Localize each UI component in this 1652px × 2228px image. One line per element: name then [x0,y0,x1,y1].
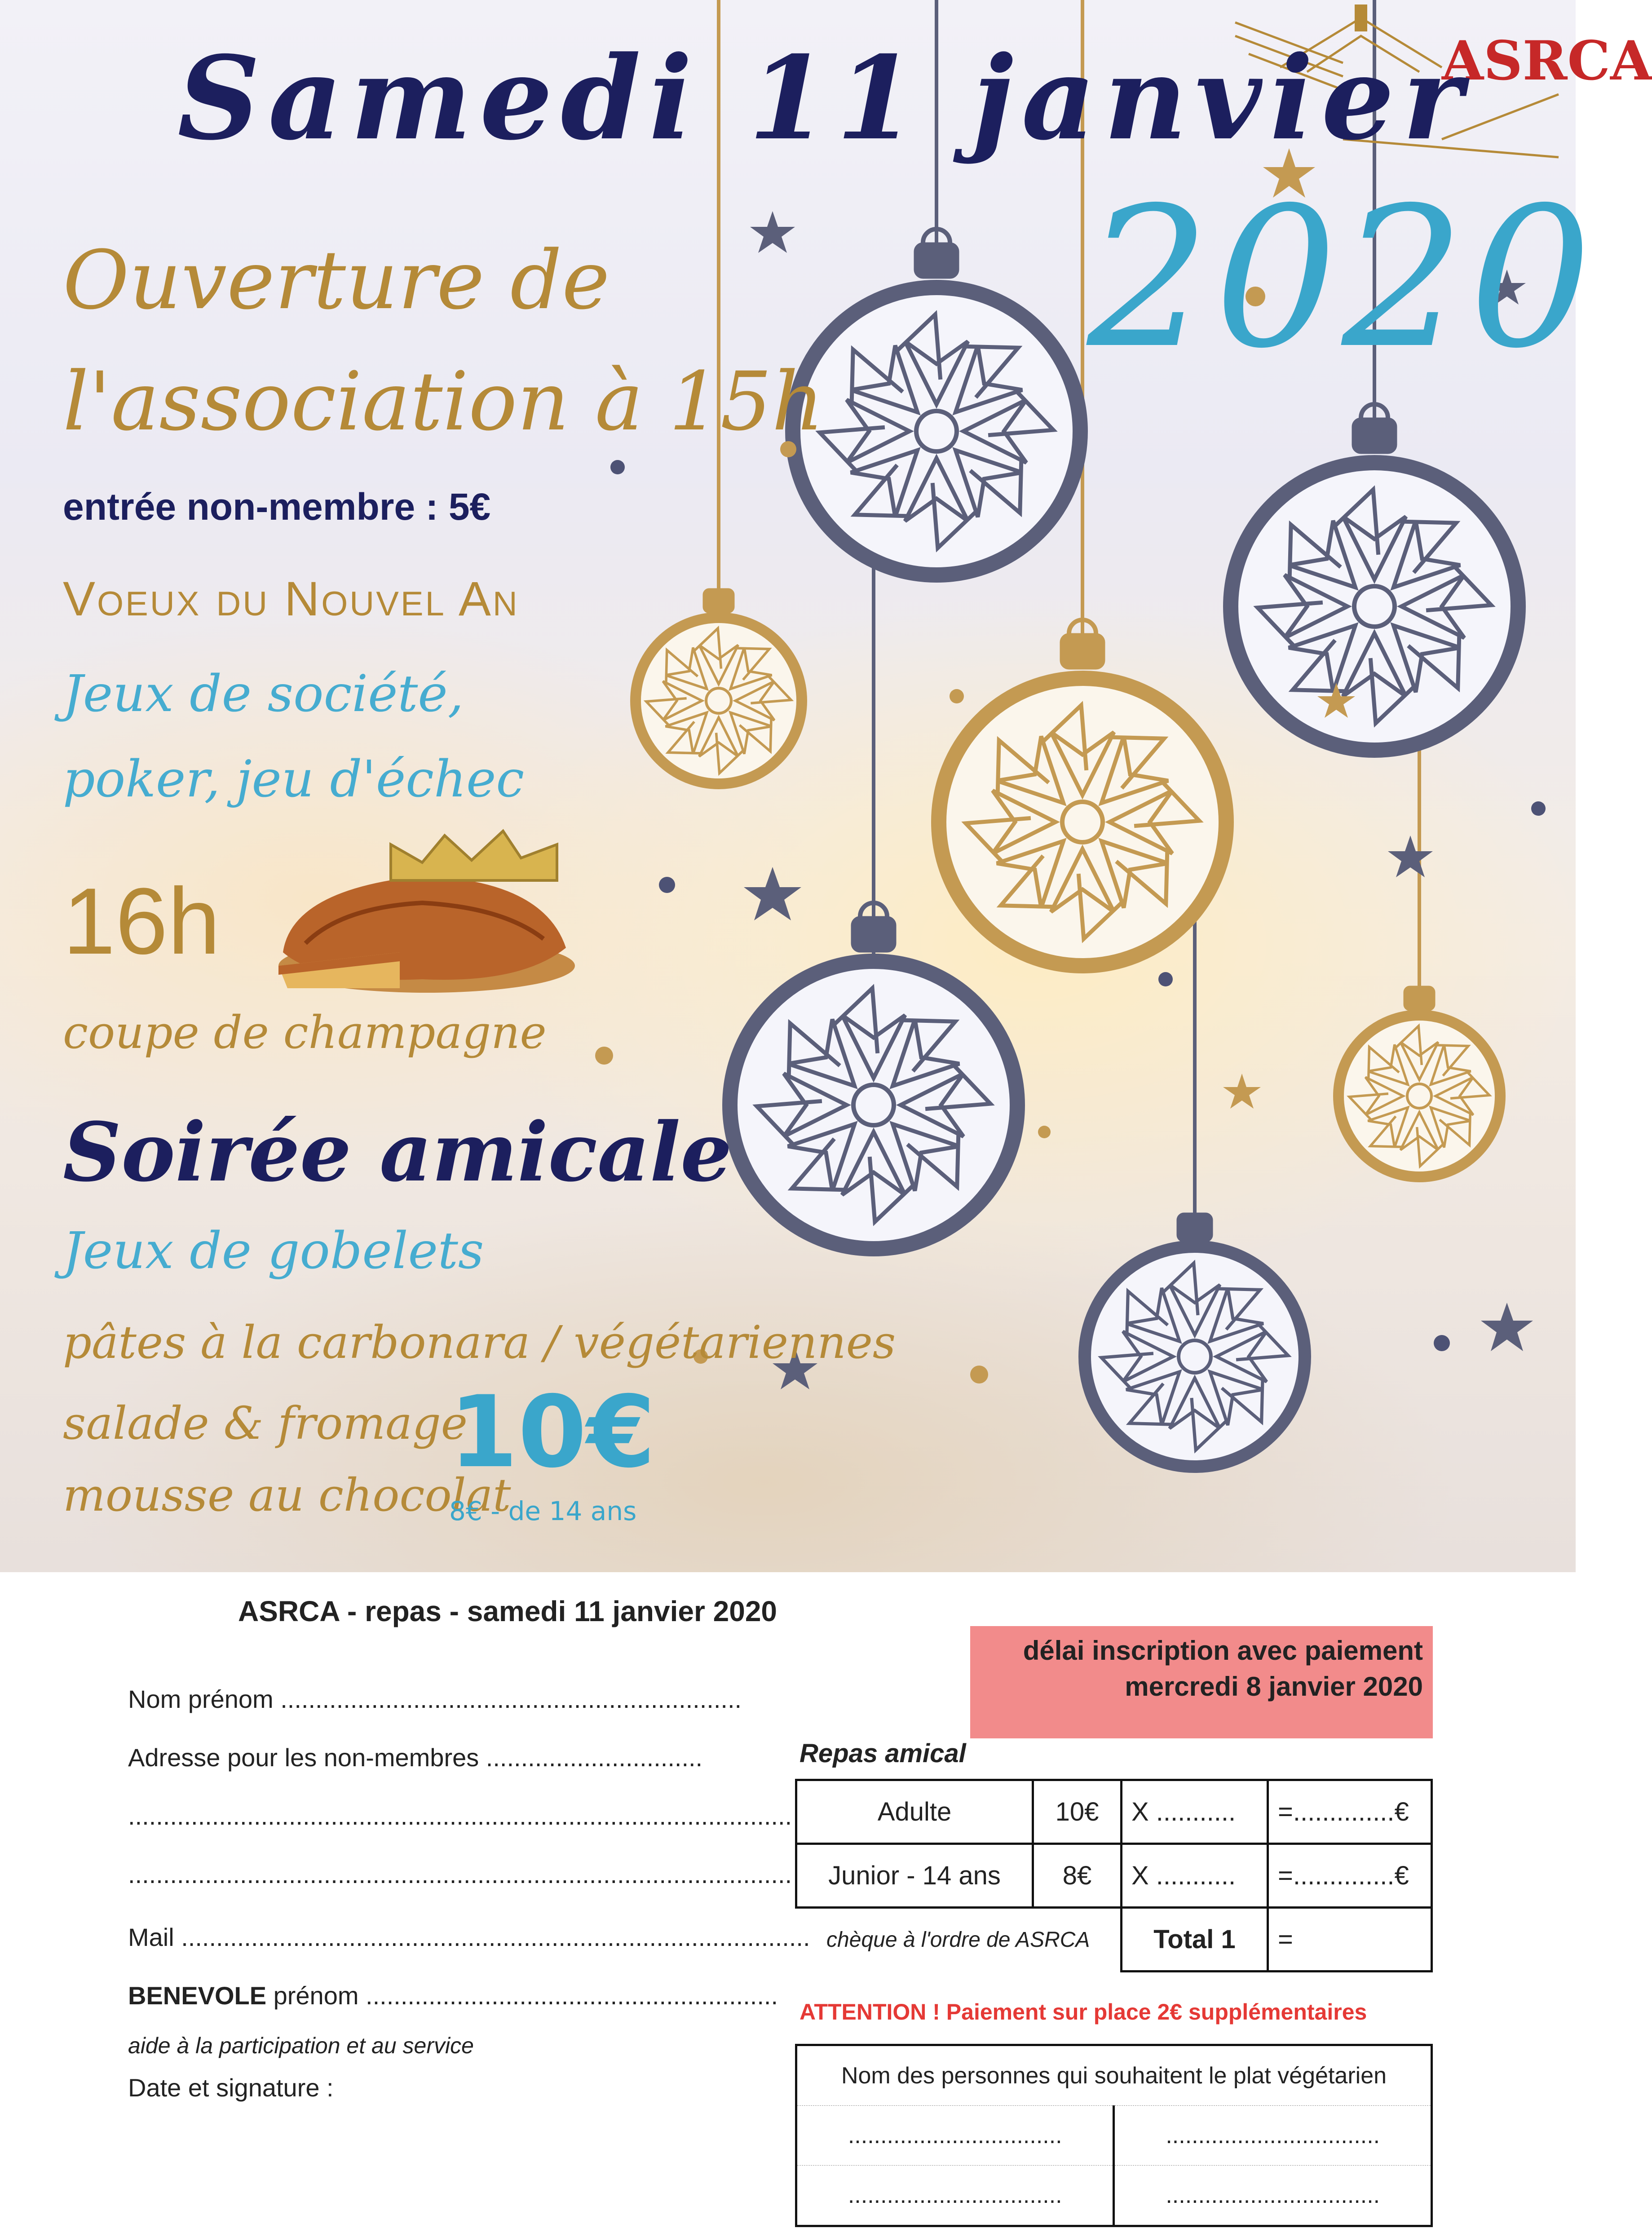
row-price: 8€ [1033,1844,1122,1908]
quantity-input[interactable]: X ........... [1122,1780,1268,1844]
opening-line-2: l'association à 15h [63,355,824,449]
opening-line-1: Ouverture de [63,234,610,327]
name-field[interactable]: Nom prénom .................................................................. [128,1685,742,1713]
logo-text: ASRCA [1442,29,1652,93]
champagne-note: coupe de champagne [63,1006,547,1059]
date-signature-label: Date et signature : [128,2073,334,2102]
volunteer-label: BENEVOLE [128,1981,267,2010]
quantity-input[interactable]: X ........... [1122,1844,1268,1908]
junior-price: 8€ - de 14 ans [449,1496,637,1526]
meal-price: 10€ [449,1375,656,1490]
meal-table [795,1779,1433,1972]
registration-form [0,1572,1576,2228]
veg-name-input[interactable]: ................................. [796,2166,1114,2226]
veg-name-input[interactable]: ................................. [796,2106,1114,2166]
entry-fee: entrée non-membre : 5€ [63,486,491,528]
menu-dessert: mousse au chocolat [63,1469,511,1521]
deadline-line-1: délai inscription avec paiement [1023,1636,1423,1666]
row-total[interactable]: =..............€ [1268,1844,1432,1908]
volunteer-field[interactable] [128,1981,778,2010]
row-total[interactable]: =..............€ [1268,1780,1432,1844]
volunteer-name-line[interactable]: prénom ........................................................... [266,1981,778,2010]
address-line-2[interactable]: ............................................................................................... [128,1802,792,1830]
address-line-3[interactable]: ............................................................................................... [128,1860,792,1888]
volunteer-help: aide à la participation et au service [128,2033,474,2058]
vegetarian-table [795,2044,1433,2227]
menu-salad: salade & fromage [63,1397,468,1450]
table-row [796,1908,1432,1972]
table-row [796,1780,1432,1844]
table-row [796,2106,1432,2166]
table-row [796,2045,1432,2106]
veg-header: Nom des personnes qui souhaitent le plat végétarien [796,2045,1432,2106]
form-title: ASRCA - repas - samedi 11 janvier 2020 [238,1595,777,1627]
deadline-line-2: mercredi 8 janvier 2020 [1125,1671,1423,1702]
table-row [796,1844,1432,1908]
menu-pasta: pâtes à la carbonara / végétariennes [63,1316,896,1369]
cup-games: Jeux de gobelets [63,1222,484,1280]
event-date-title: Samedi 11 janvier [177,31,1471,166]
veg-name-input[interactable]: ................................. [1114,2166,1432,2226]
meal-section-label: Repas amical [799,1739,966,1768]
cheque-note: chèque à l'ordre de ASRCA [826,1928,1090,1952]
total-label: Total 1 [1122,1908,1268,1972]
new-year-wishes: Voeux du Nouvel An [63,571,519,626]
event-year: 2020 [1087,166,1597,391]
row-label: Junior - 14 ans [796,1844,1033,1908]
row-label: Adulte [796,1780,1033,1844]
games-line-2: poker, jeu d'échec [63,750,525,809]
galette-des-rois-image [252,818,602,1006]
evening-title: Soirée amicale [63,1105,732,1200]
deadline-box [970,1626,1433,1738]
time-16h: 16h [63,868,221,974]
address-field[interactable]: Adresse pour les non-membres ............................... [128,1743,703,1772]
mail-field[interactable]: Mail .......................................................................................... [128,1923,810,1951]
attention-note: ATTENTION ! Paiement sur place 2€ supplémentaires [799,1999,1367,2025]
veg-name-input[interactable]: ................................. [1114,2106,1432,2166]
row-price: 10€ [1033,1780,1122,1844]
table-row [796,2166,1432,2226]
total-value[interactable]: = [1268,1908,1432,1972]
games-line-1: Jeux de société, [63,665,464,723]
